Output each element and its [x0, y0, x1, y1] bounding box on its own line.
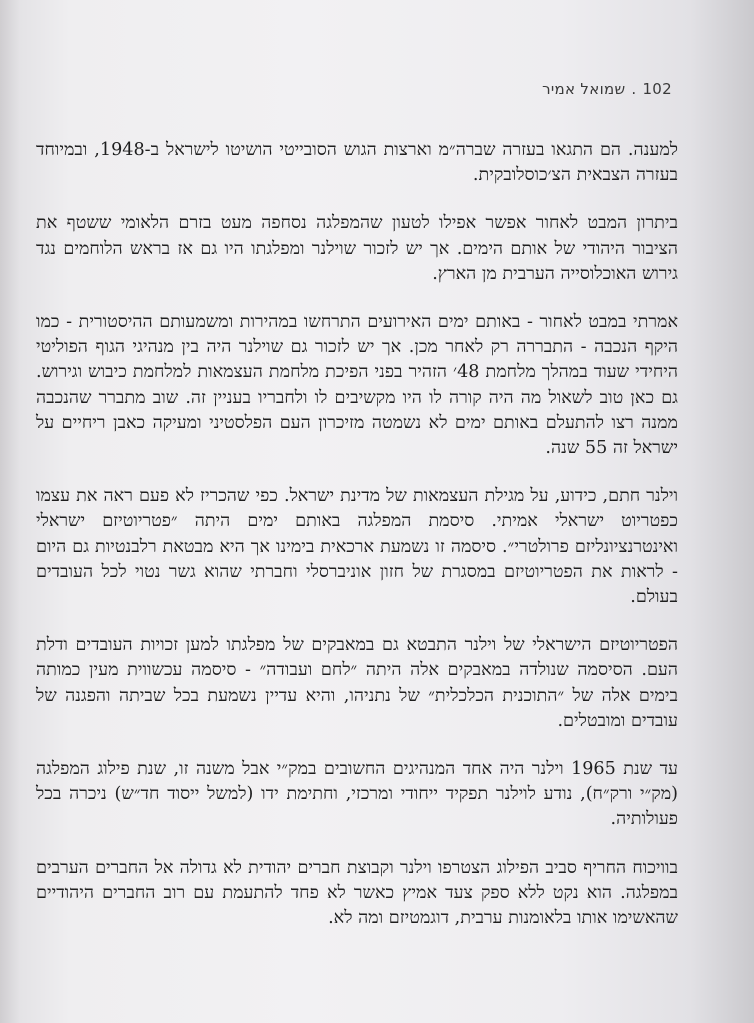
page-number: 102 [642, 80, 672, 98]
paragraph: ביתרון המבט לאחור אפשר אפילו לטעון שהמפלגה נסחפה מעט בזרם הלאומי ששטף את הציבור היהודי של אותם הימים. אך יש לזכור שוילנר ומפלגתו היו גם אז בראש הלוחמים נגד גירוש האוכלוסייה הערבית מן הארץ. [36, 213, 678, 284]
running-head [542, 80, 672, 98]
separator: . [631, 80, 637, 98]
paragraph: בוויכוח החריף סביב הפילוג הצטרפו וילנר וקבוצת חברים יהודית לא גדולה אל החברים הערבים במפלגה. הוא נקט ללא ספק צעד אמיץ כאשר לא פחד להתעמת עם רוב החברים היהודיים שהאשימו אותו בלאומנות ערבית, דוגמטיזם ומה לא. [36, 857, 678, 929]
paragraph: אמרתי במבט לאחור - באותם ימים האירועים התרחשו במהירות ומשמעותם ההיסטורית - כמו היקף הנכבה - התבררה רק לאחר מכן. אך יש לזכור גם שוילנר היה בין מנהיגי הגוף הפוליטי היחידי שעוד במהלך מלחמת 48׳ הזהיר בפני הפיכת מלחמת העצמאות למלחמת כיבוש וגירוש. גם כאן טוב לשאול מה היה קורה לו היו מקשיבים לו ולחבריו בעניין זה. שוב מתברר שהנכבה ממנה רצו להתעלם באותם ימים לא נשמטה מזיכרון העם הפלסטיני ומעיקה כאבן ריחיים על ישראל זה 55 שנה. [36, 312, 678, 459]
author-name: שמואל אמיר [542, 80, 626, 98]
paragraph: הפטריוטיזם הישראלי של וילנר התבטא גם במאבקים של מפלגתו למען זכויות העובדים ודלת העם. הסיסמה שנולדה במאבקים אלה היתה ״לחם ועבודה״ - סיסמה עכשווית מעין כמותה בימים אלה של ״התוכנית הכלכלית״ של נתניהו, והיא עדיין נשמעת בכל שביתה והפגנה של עובדים ומובטלים. [36, 635, 678, 731]
paragraph: עד שנת 1965 וילנר היה אחד המנהיגים החשובים במק״י אבל משנה זו, שנת פילוג המפלגה (מק״י ורק״ח), נודע לוילנר תפקיד ייחודי ומרכזי, וחתימת ידו (למשל ייסוד חד״ש) ניכרה בכל פעולותיה. [36, 759, 678, 830]
paragraph: וילנר חתם, כידוע, על מגילת העצמאות של מדינת ישראל. כפי שהכריז לא פעם ראה את עצמו כפטריוט ישראלי אמיתי. סיסמת המפלגה באותם ימים היתה ״פטריוטיזם ישראלי ואינטרנציונליזם פרולטרי״. סיסמה זו נשמעת ארכאית בימינו אך היא מבטאת רלבנטיות גם היום - לראות את הפטריוטיזם במסגרת של חזון אוניברסלי וחברתי שהוא גשר נטוי לכל העובדים בעולם. [36, 486, 678, 608]
paragraph: למענה. הם התגאו בעזרה שברה״מ וארצות הגוש הסובייטי הושיטו לישראל ב-1948, ובמיוחד בעזרה הצבאית הצ׳כוסלובקית. [36, 140, 678, 186]
body-text [36, 138, 678, 931]
